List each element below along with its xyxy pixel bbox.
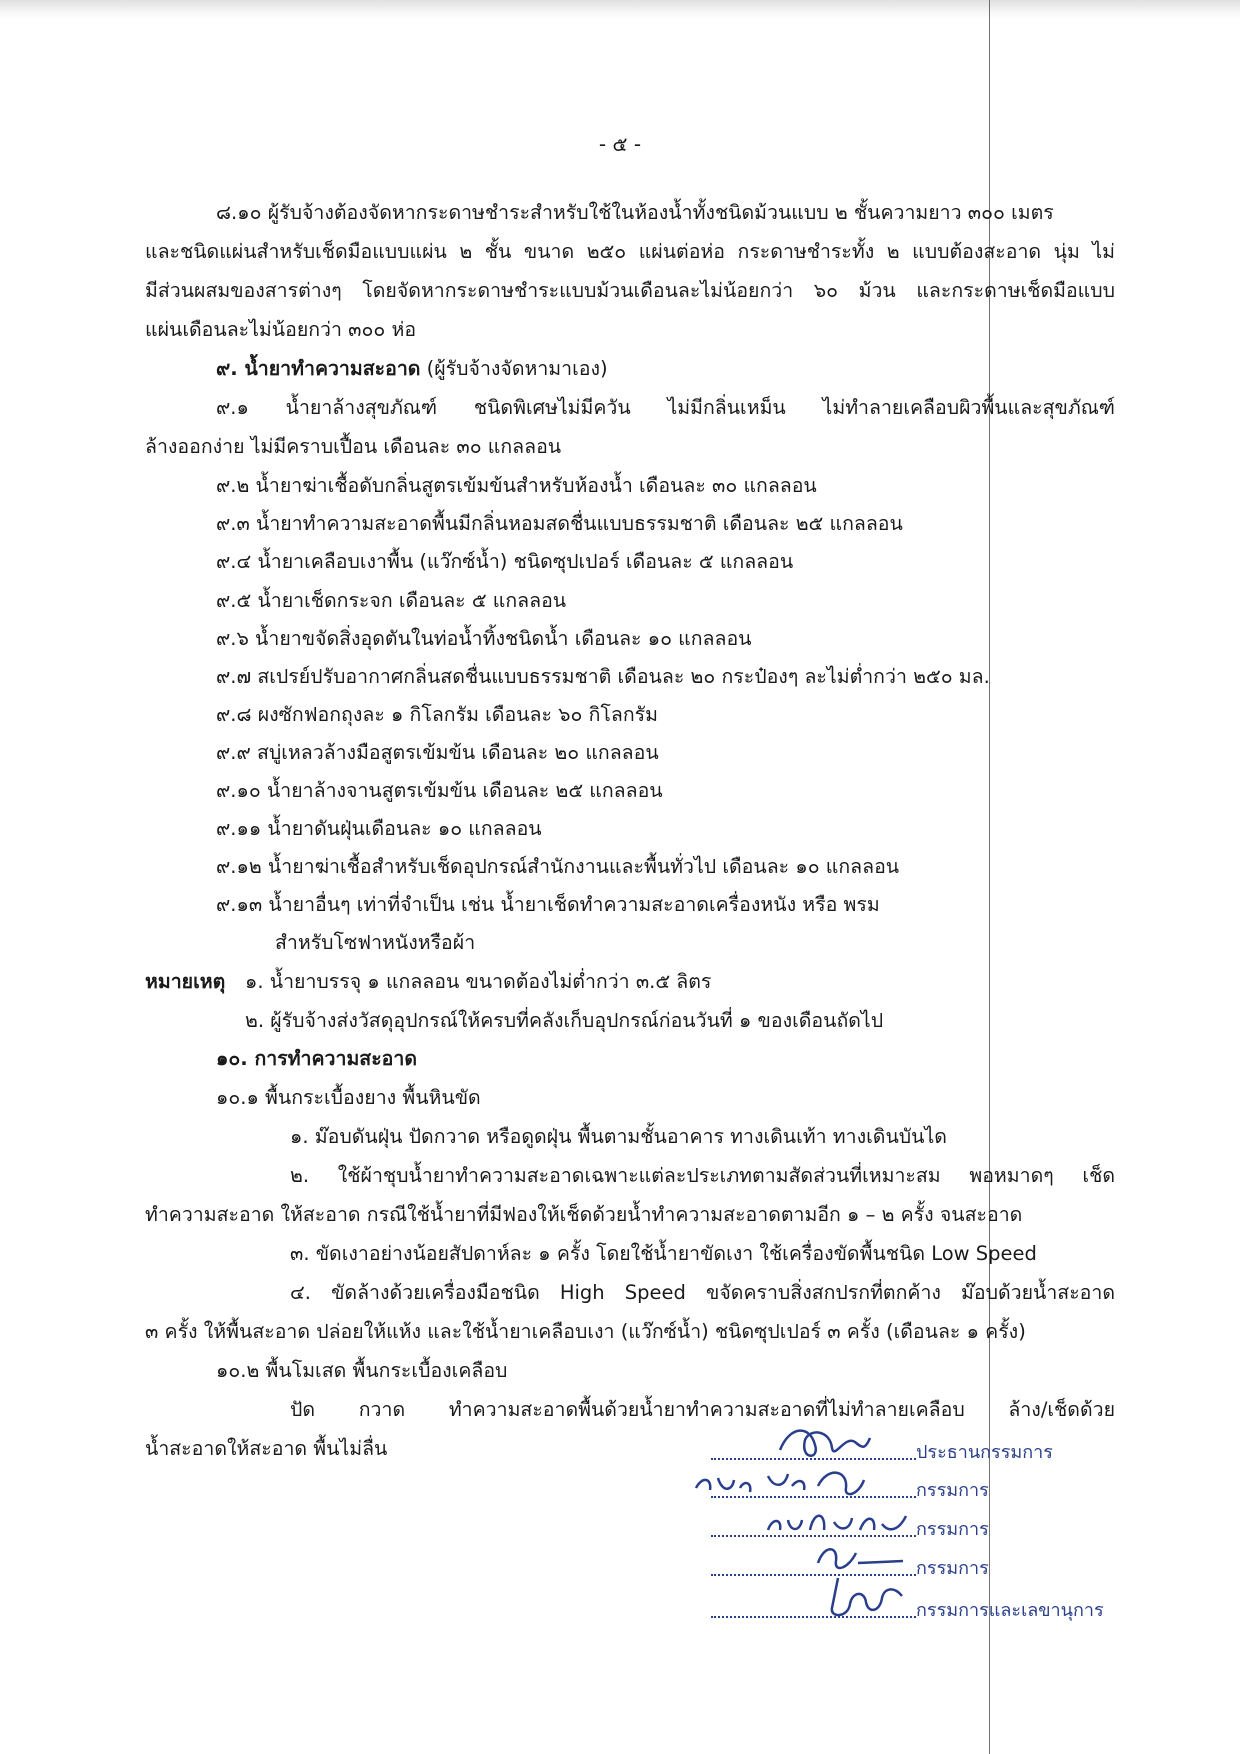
item-8-10-line4: แผ่นเดือนละไม่น้อยกว่า ๓๐๐ ห่อ: [145, 318, 417, 341]
list-item: ๙.๙ สบู่เหลวล้างมือสูตรเข้มข้น เดือนละ ๒๐ แกลลอน: [216, 741, 659, 764]
signature-role: กรรมการ: [916, 1480, 989, 1501]
section10-1-p3: ๓. ขัดเงาอย่างน้อยสัปดาห์ละ ๑ ครั้ง โดยใช้น้ำยาขัดเงา ใช้เครื่องขัดพื้นชนิด Low Speed: [290, 1242, 1037, 1265]
scan-shadow: [0, 0, 1240, 20]
list-item: ๙.๑๐ น้ำยาล้างจานสูตรเข้มข้น เดือนละ ๒๕ แกลลอน: [216, 779, 663, 802]
signature-role: กรรมการและเลขานุการ: [916, 1600, 1104, 1621]
section10-2-p5-line2: น้ำสะอาดให้สะอาด พื้นไม่ลื่น: [145, 1437, 388, 1460]
list-item: ๙.๖ น้ำยาขจัดสิ่งอุดตันในท่อน้ำทิ้งชนิดน้ำ เดือนละ ๑๐ แกลลอน: [216, 627, 752, 650]
list-item: ๙.๑๑ น้ำยาดันฝุ่นเดือนละ ๑๐ แกลลอน: [216, 817, 542, 840]
section10-1-subheading: ๑๐.๑ พื้นกระเบื้องยาง พื้นหินขัด: [216, 1086, 481, 1109]
item-9-1-line1: ๙.๑ น้ำยาล้างสุขภัณฑ์ ชนิดพิเศษไม่มีควัน ไม่มีกลิ่นเหม็น ไม่ทำลายเคลือบผิวพื้นและสุขภัณฑ์: [216, 396, 1115, 419]
section10-1-p2-line2: ทำความสะอาด ให้สะอาด กรณีใช้น้ำยาที่มีฟองให้เช็ดด้วยน้ำทำความสะอาดตามอีก ๑ – ๒ ครั้ง จนสะอาด: [145, 1203, 1023, 1226]
item-8-10-line3: มีส่วนผสมของสารต่างๆ โดยจัดหากระดาษชำระแบบม้วนเดือนละไม่น้อยกว่า ๖๐ ม้วน และกระดาษเช็ดมือแบบ: [145, 279, 1115, 302]
section10-2-p5-line1: ปัด กวาด ทำความสะอาดพื้นด้วยน้ำยาทำความสะอาดที่ไม่ทำลายเคลือบ ล้าง/เช็ดด้วย: [290, 1398, 1115, 1421]
list-item: ๙.๘ ผงซักฟอกถุงละ ๑ กิโลกรัม เดือนละ ๖๐ กิโลกรัม: [216, 703, 658, 726]
item-9-1-line2: ล้างออกง่าย ไม่มีคราบเปื้อน เดือนละ ๓๐ แกลลอน: [145, 435, 562, 458]
signature-dots: [711, 1616, 916, 1618]
section9-title: ๙. น้ำยาทำความสะอาด: [216, 357, 421, 380]
remark-note-1: ๑. น้ำยาบรรจุ ๑ แกลลอน ขนาดต้องไม่ต่ำกว่า ๓.๕ ลิตร: [245, 970, 712, 993]
item-8-10-line2: และชนิดแผ่นสำหรับเช็ดมือแบบแผ่น ๒ ชั้น ขนาด ๒๕๐ แผ่นต่อห่อ กระดาษชำระทั้ง ๒ แบบต้องสะอาด นุ่ม ไม่: [145, 240, 1115, 263]
page-number: - ๕ -: [598, 132, 642, 156]
list-item: ๙.๗ สเปรย์ปรับอากาศกลิ่นสดชื่นแบบธรรมชาติ เดือนละ ๒๐ กระป๋องๆ ละไม่ต่ำกว่า ๒๕๐ มล.: [216, 665, 990, 688]
section9-note: (ผู้รับจ้างจัดหามาเอง): [420, 357, 608, 380]
section10-1-p4-line1: ๔. ขัดล้างด้วยเครื่องมือชนิด High Speed ขจัดคราบสิ่งสกปรกที่ตกค้าง ม๊อบด้วยน้ำสะอาด: [290, 1281, 1115, 1304]
remark-note-2: ๒. ผู้รับจ้างส่งวัสดุอุปกรณ์ให้ครบที่คลังเก็บอุปกรณ์ก่อนวันที่ ๑ ของเดือนถัดไป: [245, 1009, 884, 1032]
item-9-13-continuation: สำหรับโซฟาหนังหรือผ้า: [275, 931, 476, 954]
remarks-label: หมายเหตุ: [145, 970, 226, 993]
section10-1-p2-line1: ๒. ใช้ผ้าชุบน้ำยาทำความสะอาดเฉพาะแต่ละประเภทตามสัดส่วนที่เหมาะสม พอหมาดๆ เช็ด: [290, 1164, 1115, 1187]
signature-role: กรรมการ: [916, 1558, 989, 1579]
section10-1-p4-line2: ๓ ครั้ง ให้พื้นสะอาด ปล่อยให้แห้ง และใช้น้ำยาเคลือบเงา (แว๊กซ์น้ำ) ชนิดซุปเปอร์ ๓ ครั้ง (เดือนละ ๑ ครั้ง): [145, 1320, 1026, 1343]
section10-1-p1: ๑. ม๊อบดันฝุ่น ปัดกวาด หรือดูดฝุ่น พื้นตามชั้นอาคาร ทางเดินเท้า ทางเดินบันได: [290, 1125, 947, 1148]
signature-role: กรรมการ: [916, 1519, 989, 1540]
signature-role: ประธานกรรมการ: [916, 1442, 1053, 1463]
section9-heading: [216, 355, 608, 383]
signature-line-3: [711, 1513, 1111, 1543]
list-item: ๙.๓ น้ำยาทำความสะอาดพื้นมีกลิ่นหอมสดชื่นแบบธรรมชาติ เดือนละ ๒๕ แกลลอน: [216, 512, 903, 535]
list-item: ๙.๑๒ น้ำยาฆ่าเชื้อสำหรับเช็ดอุปกรณ์สำนักงานและพื้นทั่วไป เดือนละ ๑๐ แกลลอน: [216, 855, 900, 878]
list-item: ๙.๔ น้ำยาเคลือบเงาพื้น (แว๊กซ์น้ำ) ชนิดซุปเปอร์ เดือนละ ๕ แกลลอน: [216, 550, 794, 573]
section10-2-subheading: ๑๐.๒ พื้นโมเสด พื้นกระเบื้องเคลือบ: [216, 1359, 508, 1382]
list-item: ๙.๕ น้ำยาเช็ดกระจก เดือนละ ๕ แกลลอน: [216, 589, 567, 612]
item-8-10-line1: ๘.๑๐ ผู้รับจ้างต้องจัดหากระดาษชำระสำหรับใช้ในห้องน้ำทั้งชนิดม้วนแบบ ๒ ชั้นความยาว ๓๐๐ เมตร: [216, 201, 1054, 224]
section10-heading: ๑๐. การทำความสะอาด: [216, 1047, 418, 1070]
list-item: ๙.๒ น้ำยาฆ่าเชื้อดับกลิ่นสูตรเข้มข้นสำหรับห้องน้ำ เดือนละ ๓๐ แกลลอน: [216, 474, 817, 497]
list-item: ๙.๑๓ น้ำยาอื่นๆ เท่าที่จำเป็น เช่น น้ำยาเช็ดทำความสะอาดเครื่องหนัง หรือ พรม: [216, 893, 880, 916]
signature-line-5: [711, 1594, 1111, 1624]
